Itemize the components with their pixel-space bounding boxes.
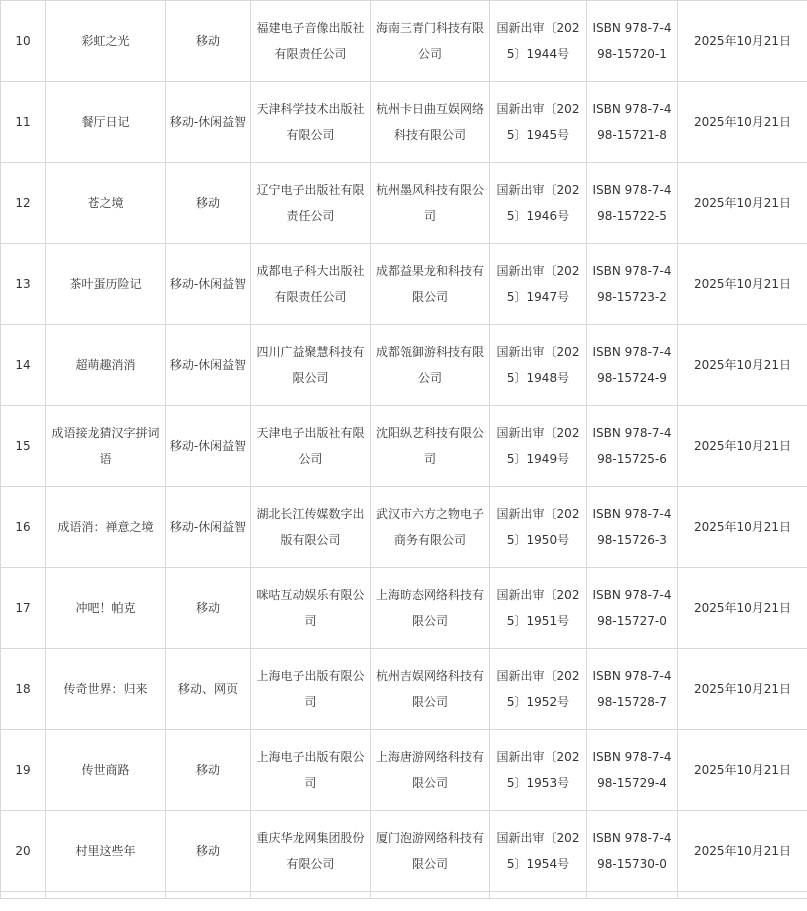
cell-platform: 移动: [166, 730, 251, 811]
table-row: [1, 244, 807, 325]
cell-date: 2025年10月21日: [678, 811, 807, 892]
cell-game-name: 传世商路: [46, 730, 166, 811]
cell-approval-number: 国新出审〔2025〕1944号: [490, 1, 587, 82]
cell-operator: 海南三青门科技有限公司: [371, 1, 490, 82]
table-body: [1, 1, 807, 899]
cell-approval-number: 国新出审〔2025〕1953号: [490, 730, 587, 811]
cell-publisher: 湖北长江传媒数字出版有限公司: [251, 487, 371, 568]
cell-publisher: 天津电子出版社有限公司: [251, 406, 371, 487]
cell-platform: 移动-休闲益智: [166, 82, 251, 163]
cell-isbn: ISBN 978-7-498-15720-1: [587, 1, 678, 82]
cell-operator: 杭州吉娱网络科技有限公司: [371, 649, 490, 730]
cell-operator: 成都益果龙和科技有限公司: [371, 244, 490, 325]
cell-number: 14: [1, 325, 46, 406]
cell-approval-number: 国新出审〔2025〕1947号: [490, 244, 587, 325]
cell-date: 2025年10月21日: [678, 82, 807, 163]
cell-approval-number: 国新出审〔2025〕1952号: [490, 649, 587, 730]
cell-platform: 移动-休闲益智: [166, 406, 251, 487]
table-row: [1, 406, 807, 487]
cell-number: 17: [1, 568, 46, 649]
cell-number: 19: [1, 730, 46, 811]
cell-number: 10: [1, 1, 46, 82]
cell-number: 13: [1, 244, 46, 325]
cell-operator: 杭州墨风科技有限公司: [371, 163, 490, 244]
cell-game-name: 茶叶蛋历险记: [46, 244, 166, 325]
cell-number: 15: [1, 406, 46, 487]
cell-date: 2025年10月21日: [678, 568, 807, 649]
cell-game-name: 成语消：禅意之境: [46, 487, 166, 568]
table-row: [1, 82, 807, 163]
cell-isbn: ISBN 978-7-498-15722-5: [587, 163, 678, 244]
cell-platform: 移动-休闲益智: [166, 244, 251, 325]
table-row: [1, 325, 807, 406]
cell-isbn: ISBN 978-7-498-15721-8: [587, 82, 678, 163]
cell-game-name: 彩虹之光: [46, 1, 166, 82]
cell-game-name: 传奇世界：归来: [46, 649, 166, 730]
table-row: [1, 163, 807, 244]
cell-isbn: ISBN 978-7-498-15727-0: [587, 568, 678, 649]
cell-platform: 移动: [166, 811, 251, 892]
cell-game-name: 冲吧！帕克: [46, 568, 166, 649]
cell-date: 2025年10月21日: [678, 487, 807, 568]
cell-operator: 成都瓴御游科技有限公司: [371, 325, 490, 406]
cell-number: 18: [1, 649, 46, 730]
cell-platform: 移动、网页: [166, 649, 251, 730]
table-row: [1, 487, 807, 568]
cell-date: 2025年10月21日: [678, 244, 807, 325]
cell-approval-number: 国新出审〔2025〕1948号: [490, 325, 587, 406]
cell-date: 2025年10月21日: [678, 325, 807, 406]
cell-publisher: 天津科学技术出版社有限公司: [251, 82, 371, 163]
cell-date: 2025年10月21日: [678, 406, 807, 487]
cell-game-name: 超萌趣消消: [46, 325, 166, 406]
cell-isbn: ISBN 978-7-498-15729-4: [587, 730, 678, 811]
cell-platform: 移动: [166, 163, 251, 244]
cell-publisher: 四川广益聚慧科技有限公司: [251, 325, 371, 406]
cell-publisher: 上海电子出版有限公司: [251, 730, 371, 811]
cell-approval-number: 国新出审〔2025〕1945号: [490, 82, 587, 163]
cell-publisher: 上海电子出版有限公司: [251, 649, 371, 730]
cell-operator: 上海昉态网络科技有限公司: [371, 568, 490, 649]
cell-date: 2025年10月21日: [678, 649, 807, 730]
cell-isbn: ISBN 978-7-498-15723-2: [587, 244, 678, 325]
table-row: [1, 1, 807, 82]
cell-isbn: ISBN 978-7-498-15725-6: [587, 406, 678, 487]
cell-isbn: ISBN 978-7-498-15726-3: [587, 487, 678, 568]
cell-publisher: 福建电子音像出版社有限责任公司: [251, 1, 371, 82]
table-row: [1, 730, 807, 811]
cell-platform: 移动-休闲益智: [166, 487, 251, 568]
cell-operator: 沈阳纵艺科技有限公司: [371, 406, 490, 487]
cell-approval-number: 国新出审〔2025〕1946号: [490, 163, 587, 244]
cell-operator: 厦门泡游网络科技有限公司: [371, 811, 490, 892]
table-row-partial: [1, 892, 807, 899]
cell-isbn: ISBN 978-7-498-15730-0: [587, 811, 678, 892]
cell-operator: 杭州卡日曲互娱网络科技有限公司: [371, 82, 490, 163]
cell-number: 20: [1, 811, 46, 892]
cell-approval-number: 国新出审〔2025〕1950号: [490, 487, 587, 568]
cell-publisher: 辽宁电子出版社有限责任公司: [251, 163, 371, 244]
cell-approval-number: 国新出审〔2025〕1954号: [490, 811, 587, 892]
cell-isbn: ISBN 978-7-498-15728-7: [587, 649, 678, 730]
cell-number: 12: [1, 163, 46, 244]
table-row: [1, 649, 807, 730]
cell-number: 16: [1, 487, 46, 568]
cell-platform: 移动: [166, 1, 251, 82]
cell-platform: 移动-休闲益智: [166, 325, 251, 406]
table-row: [1, 568, 807, 649]
cell-isbn: ISBN 978-7-498-15724-9: [587, 325, 678, 406]
cell-approval-number: 国新出审〔2025〕1949号: [490, 406, 587, 487]
cell-publisher: 咪咕互动娱乐有限公司: [251, 568, 371, 649]
cell-platform: 移动: [166, 568, 251, 649]
cell-operator: 武汉市六方之物电子商务有限公司: [371, 487, 490, 568]
cell-game-name: 村里这些年: [46, 811, 166, 892]
cell-number: 11: [1, 82, 46, 163]
cell-game-name: 餐厅日记: [46, 82, 166, 163]
cell-date: 2025年10月21日: [678, 1, 807, 82]
cell-date: 2025年10月21日: [678, 163, 807, 244]
cell-approval-number: 国新出审〔2025〕1951号: [490, 568, 587, 649]
cell-operator: 上海唐游网络科技有限公司: [371, 730, 490, 811]
table-row: [1, 811, 807, 892]
cell-date: 2025年10月21日: [678, 730, 807, 811]
cell-game-name: 成语接龙猜汉字拼词语: [46, 406, 166, 487]
cell-publisher: 成都电子科大出版社有限责任公司: [251, 244, 371, 325]
cell-game-name: 苍之境: [46, 163, 166, 244]
cell-publisher: 重庆华龙网集团股份有限公司: [251, 811, 371, 892]
